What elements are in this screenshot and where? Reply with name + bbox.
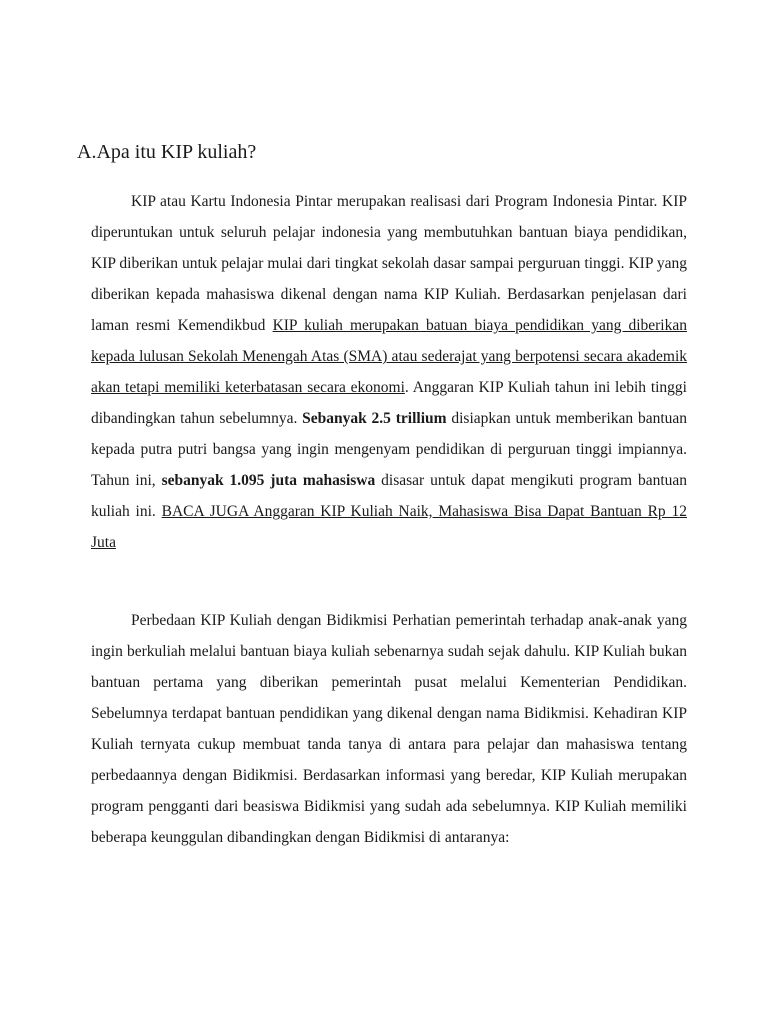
paragraph1-text-part3: disiapkan untuk memberikan bantuan kepada putra putri bangsa yang ingin mengenyam pendidikan di perguruan tinggi impiannya. Tahun ini,	[91, 410, 688, 489]
paragraph1-text-part2: . Anggaran KIP Kuliah tahun ini lebih tinggi dibandingkan tahun sebelumnya.	[91, 379, 687, 427]
paragraph-kip-vs-bidikmisi: Perbedaan KIP Kuliah dengan Bidikmisi Perhatian pemerintah terhadap anak-anak yang ingin berkuliah melalui bantuan biaya kuliah sebenarnya sudah sejak dahulu. KIP Kuliah bukan bantuan pertama yang diberikan pemerintah pusat melalui Kementerian Pendidikan. Sebelumnya terdapat bantuan pendidikan yang dikenal dengan nama Bidikmisi. Kehadiran KIP Kuliah ternyata cukup membuat tanda tanya di antara para pelajar dan mahasiswa tentang perbedaannya dengan Bidikmisi. Berdasarkan informasi yang beredar, KIP Kuliah merupakan program pengganti dari beasiswa Bidikmisi yang sudah ada sebelumnya. KIP Kuliah memiliki beberapa keunggulan dibandingkan dengan Bidikmisi di antaranya:	[91, 612, 687, 846]
underlined-definition: KIP kuliah merupakan batuan biaya pendidikan yang diberikan kepada lulusan Sekolah Menengah Atas (SMA) atau sederajat yang berpotensi secara akademik akan tetapi memiliki keterbatasan secara ekonomi	[91, 317, 687, 396]
paragraph1-text-part1: KIP atau Kartu Indonesia Pintar merupakan realisasi dari Program Indonesia Pintar. KIP diperuntukan untuk seluruh pelajar indonesia yang membutuhkan bantuan biaya pendidikan, KIP diberikan untuk pelajar mulai dari tingkat sekolah dasar sampai perguruan tinggi. KIP yang diberikan kepada mahasiswa dikenal dengan nama KIP Kuliah. Berdasarkan penjelasan dari laman resmi Kemendikbud	[91, 193, 687, 334]
section-heading: A.Apa itu KIP kuliah?	[77, 141, 257, 163]
bold-budget-amount: Sebanyak 2.5 trillium	[302, 410, 447, 427]
bold-student-count: sebanyak 1.095 juta mahasiswa	[161, 472, 376, 489]
paragraph1-text-part4: disasar untuk dapat mengikuti program bantuan kuliah ini.	[91, 472, 688, 520]
baca-juga-link[interactable]: BACA JUGA Anggaran KIP Kuliah Naik, Mahasiswa Bisa Dapat Bantuan Rp 12 Juta	[91, 503, 687, 551]
paragraph-kip-definition	[91, 186, 687, 558]
